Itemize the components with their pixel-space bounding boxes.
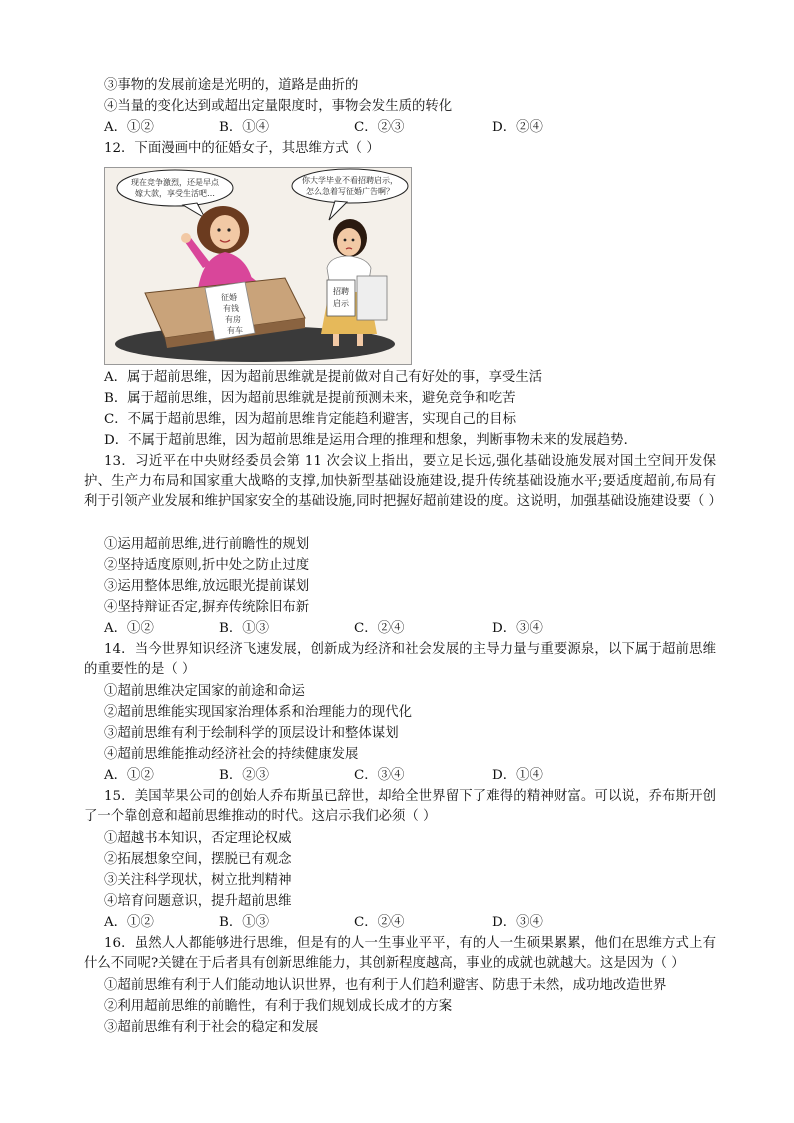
choice-c: C．②④ — [354, 621, 405, 636]
paper-line-4: 有车 — [227, 326, 243, 335]
board-line-1: 招聘 — [333, 287, 349, 296]
q15-stem: 15．美国苹果公司的创始人乔布斯虽已辞世，却给全世界留下了难得的精神财富。可以说，乔布斯开创了一个靠创意和超前思维推动的时代。这启示我们必须（ ） — [84, 789, 716, 824]
choice-b: B．①④ — [219, 120, 270, 135]
q11-choices — [104, 118, 664, 138]
q13-item-2: ②坚持适度原则,折中处之防止过度 — [104, 558, 310, 573]
q13-item-4: ④坚持辩证否定,摒弃传统除旧布新 — [104, 600, 310, 615]
q15-item-2: ②拓展想象空间，摆脱已有观念 — [104, 852, 292, 867]
choice-a: A．①② — [104, 621, 154, 636]
choice-a: A．①② — [104, 768, 154, 783]
q13-stem: 13．习近平在中央财经委员会第 11 次会议上指出，要立足长远,强化基础设施发展对国土空间开发保护、生产力布局和国家重大战略的支撑,加快新型基础设施建设,提升传统基础设施水平;要适度超前,布局有利于引领产业发展和维护国家安全的基础设施,同时把握好超前建设的度。这说明，加强基础设施建设要（ ） — [84, 454, 722, 509]
q12-option-c: C．不属于超前思维，因为超前思维肯定能趋利避害，实现自己的目标 — [104, 412, 516, 427]
q16-item-2: ②利用超前思维的前瞻性，有利于我们规划成长成才的方案 — [104, 999, 453, 1014]
q14-stem: 14．当今世界知识经济飞速发展，创新成为经济和社会发展的主导力量与重要源泉，以下属于超前思维的重要性的是（ ） — [84, 642, 716, 677]
paper-line-3: 有房 — [225, 315, 241, 324]
choice-d: D．③④ — [492, 915, 543, 930]
bubble-right-line-2: 怎么急着写征婚广告啊？ — [306, 187, 394, 196]
cartoon-illustration — [105, 168, 411, 364]
paper-line-1: 征婚 — [221, 293, 237, 302]
choice-c: C．②③ — [354, 120, 405, 135]
q13-item-1: ①运用超前思维,进行前瞻性的规划 — [104, 537, 310, 552]
choice-c: C．②④ — [354, 915, 405, 930]
bubble-left-line-2: 嫁大款，享受生活吧… — [135, 189, 215, 198]
q14-choices — [104, 766, 664, 786]
paper-line-2: 有钱 — [223, 304, 239, 313]
q12-cartoon — [104, 167, 412, 365]
choice-d: D．③④ — [492, 621, 543, 636]
choice-b: B．①③ — [219, 915, 270, 930]
q16-item-3: ③超前思维有利于社会的稳定和发展 — [104, 1020, 319, 1035]
q12-stem: 12．下面漫画中的征婚女子，其思维方式（ ） — [104, 141, 380, 156]
bubble-right-line-1: 你大学毕业不看招聘启示， — [302, 176, 398, 185]
bubble-left-line-1: 现在竞争激烈，还是早点 — [131, 178, 219, 187]
q12-option-d: D．不属于超前思维，因为超前思维是运用合理的推理和想象，判断事物未来的发展趋势． — [104, 433, 637, 448]
q14-item-1: ①超前思维决定国家的前途和命运 — [104, 684, 305, 699]
q15-item-4: ④培育问题意识，提升超前思维 — [104, 894, 292, 909]
q15-item-3: ③关注科学现状，树立批判精神 — [104, 873, 292, 888]
q14-item-2: ②超前思维能实现国家治理体系和治理能力的现代化 — [104, 705, 412, 720]
q11-option-4: ④当量的变化达到或超出定量限度时，事物会发生质的转化 — [104, 99, 453, 114]
choice-b: B．①③ — [219, 621, 270, 636]
q16-stem: 16．虽然人人都能够进行思维，但是有的人一生事业平平，有的人一生硕果累累，他们在思维方式上有什么不同呢?关键在于后者具有创新思维能力，其创新程度越高，事业的成就也就越大。这是因为（ ） — [84, 936, 716, 971]
choice-d: D．①④ — [492, 768, 543, 783]
q12-option-a: A．属于超前思维，因为超前思维就是提前做对自己有好处的事，享受生活 — [104, 370, 543, 385]
q13-choices — [104, 619, 664, 639]
q11-option-3: ③事物的发展前途是光明的，道路是曲折的 — [104, 78, 359, 93]
choice-a: A．①② — [104, 915, 154, 930]
q16-item-1: ①超前思维有利于人们能动地认识世界，也有利于人们趋利避害、防患于未然，成功地改造世界 — [104, 978, 667, 993]
q13-item-3: ③运用整体思维,放远眼光提前谋划 — [104, 579, 310, 594]
choice-d: D．②④ — [492, 120, 543, 135]
q15-item-1: ①超越书本知识，否定理论权威 — [104, 831, 292, 846]
board-line-2: 启示 — [333, 299, 349, 308]
q12-option-b: B．属于超前思维，因为超前思维就是提前预测未来，避免竞争和吃苦 — [104, 391, 516, 406]
q14-item-3: ③超前思维有利于绘制科学的顶层设计和整体谋划 — [104, 726, 399, 741]
choice-b: B．②③ — [219, 768, 270, 783]
q15-choices — [104, 913, 664, 933]
choice-a: A．①② — [104, 120, 154, 135]
choice-c: C．③④ — [354, 768, 405, 783]
q14-item-4: ④超前思维能推动经济社会的持续健康发展 — [104, 747, 359, 762]
